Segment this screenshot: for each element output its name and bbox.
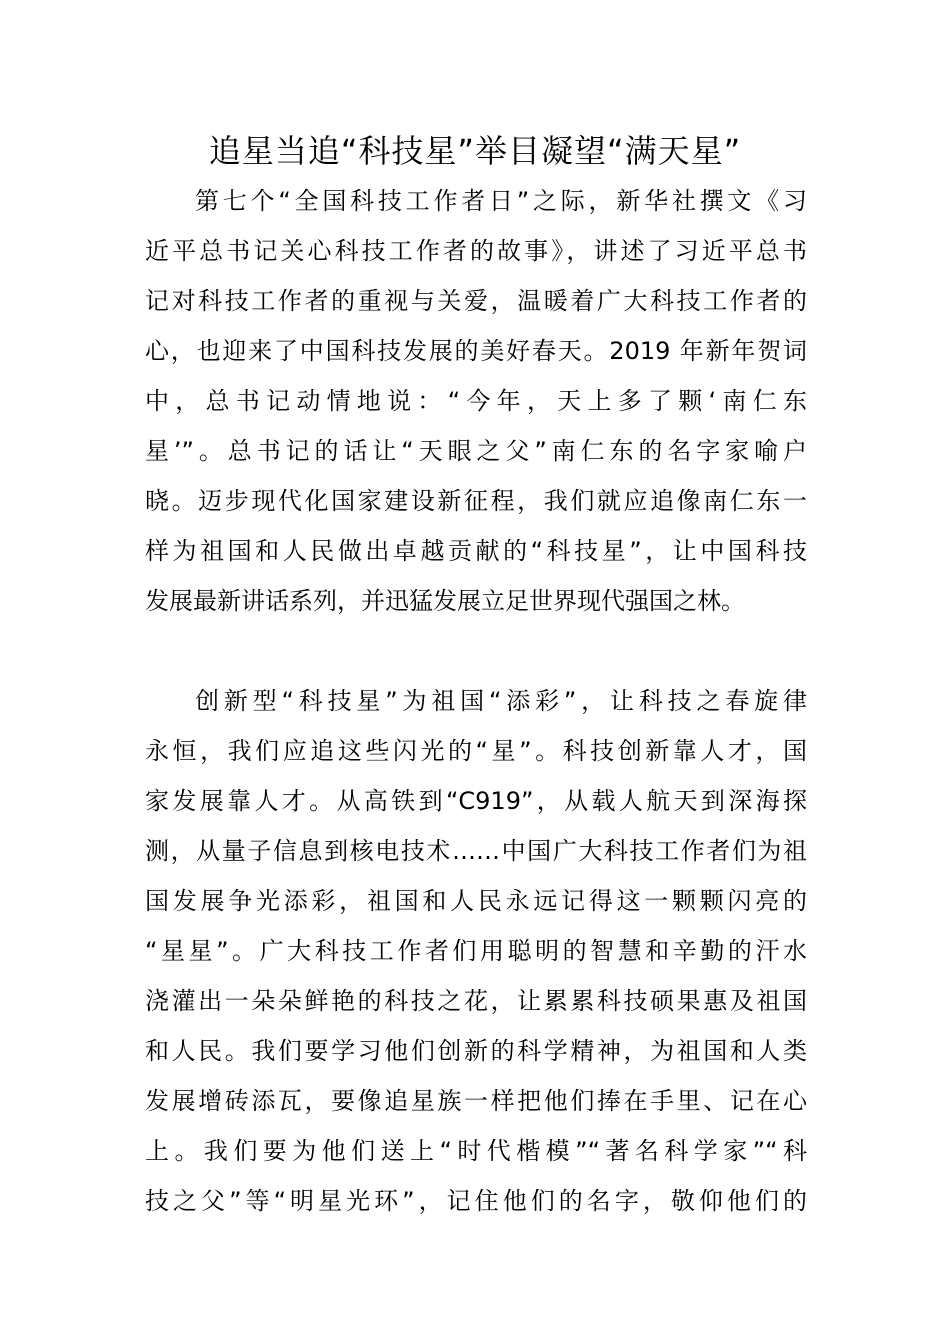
paragraph-line: “星星”。广大科技工作者们用聪明的智慧和辛勤的汗水 xyxy=(145,937,807,965)
paragraph-line: 浇灌出一朵朵鲜艳的科技之花，让累累科技硕果惠及祖国 xyxy=(145,987,807,1015)
paragraph-2 xyxy=(145,676,807,1226)
paragraph-1 xyxy=(145,176,807,626)
paragraph-line: 第七个“全国科技工作者日”之际，新华社撰文《习 xyxy=(195,187,807,215)
paragraph-line: 中，总书记动情地说：“今年，天上多了颗‘南仁东 xyxy=(145,387,807,415)
paragraph-line: 晓。迈步现代化国家建设新征程，我们就应追像南仁东一 xyxy=(145,487,807,515)
paragraph-line: 创新型“科技星”为祖国“添彩”，让科技之春旋律 xyxy=(195,687,807,715)
paragraph-line: 近平总书记关心科技工作者的故事》，讲述了习近平总书 xyxy=(145,237,807,265)
paragraph-line: 测，从量子信息到核电技术……中国广大科技工作者们为祖 xyxy=(145,837,807,865)
paragraph-line: 家发展靠人才。从高铁到“C919”，从载人航天到深海探 xyxy=(145,787,807,815)
paragraph-line: 记对科技工作者的重视与关爱，温暖着广大科技工作者的 xyxy=(145,287,807,315)
paragraph-line: 心，也迎来了中国科技发展的美好春天。2019 年新年贺词 xyxy=(145,337,807,365)
paragraph-line: 国发展争光添彩，祖国和人民永远记得这一颗颗闪亮的 xyxy=(145,887,807,915)
paragraph-line: 星’”。总书记的话让“天眼之父”南仁东的名字家喻户 xyxy=(145,437,807,465)
paragraph-line: 样为祖国和人民做出卓越贡献的“科技星”，让中国科技 xyxy=(145,537,807,565)
paragraph-line: 发展增砖添瓦，要像追星族一样把他们捧在手里、记在心 xyxy=(145,1087,807,1115)
paragraph-line: 发展最新讲话系列，并迅猛发展立足世界现代强国之林。 xyxy=(145,587,745,615)
document-title: 追星当追“科技星”举目凝望“满天星” xyxy=(208,132,742,170)
paragraph-line: 上。我们要为他们送上“时代楷模”“著名科学家”“科 xyxy=(145,1137,807,1165)
paragraph-line: 和人民。我们要学习他们创新的科学精神，为祖国和人类 xyxy=(145,1037,807,1065)
paragraph-line: 技之父”等“明星光环”，记住他们的名字，敬仰他们的 xyxy=(145,1187,807,1215)
paragraph-line: 永恒，我们应追这些闪光的“星”。科技创新靠人才，国 xyxy=(145,737,807,765)
